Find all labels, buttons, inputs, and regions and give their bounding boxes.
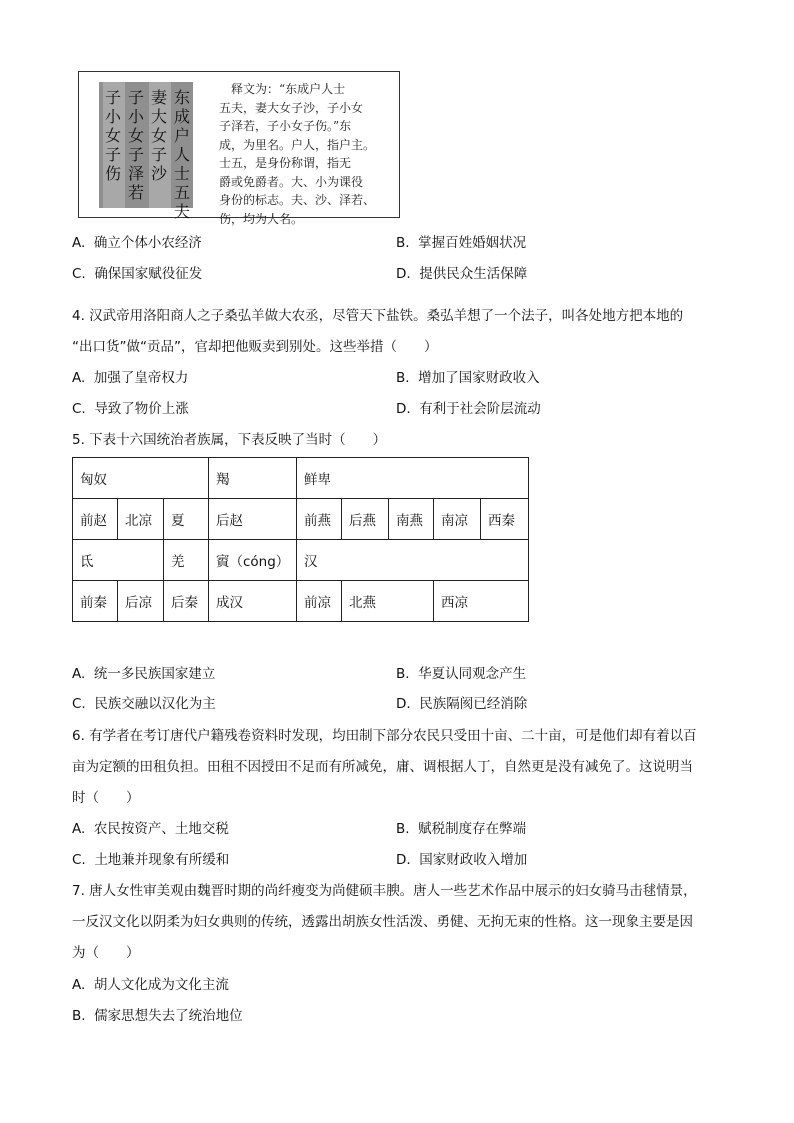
option-letter: D.: [396, 266, 411, 282]
option-text: 儒家思想失去了统治地位: [94, 1008, 243, 1024]
table-cell: 成汉: [209, 581, 297, 622]
table-cell: 羯: [209, 458, 297, 499]
option-letter: A.: [72, 821, 86, 837]
option-letter: A.: [72, 977, 86, 993]
option-text: 土地兼并现象有所缓和: [94, 852, 230, 868]
option-text: 农民按资产、土地交税: [93, 821, 229, 837]
q6-option-b[interactable]: [396, 819, 526, 839]
table-cell: 后秦: [164, 581, 209, 622]
slip-column-1: 东 成 户 人 士 五 夫: [173, 88, 190, 221]
table-cell: 前秦: [73, 581, 118, 622]
option-text: 有利于社会阶层流动: [419, 401, 541, 417]
caption-line: 爵或免爵者。大、小为课役: [219, 174, 364, 189]
q6-option-c[interactable]: [72, 850, 229, 870]
table-cell: 后燕: [342, 499, 389, 540]
caption-line: 成，为里名。户人，指户主。: [219, 137, 376, 152]
option-text: 统一多民族国家建立: [93, 666, 216, 682]
caption-line: 子泽若，子小女子伤。”东: [219, 119, 352, 133]
q5-option-d[interactable]: [396, 694, 527, 714]
caption-line: 伤，均为人名。: [219, 211, 304, 226]
option-letter: C.: [72, 852, 86, 868]
q3-option-b[interactable]: [396, 233, 526, 253]
option-text: 增加了国家财政收入: [418, 370, 540, 386]
household-register-figure: [78, 71, 400, 226]
option-letter: D.: [396, 401, 411, 417]
option-text: 确立个体小农经济: [93, 235, 202, 251]
table-cell: 夏: [164, 499, 209, 540]
option-letter: D.: [396, 852, 411, 868]
option-text: 民族交融以汉化为主: [94, 696, 216, 712]
slip-column-2: 妻 大 女 子 沙: [150, 88, 167, 183]
option-text: 胡人文化成为文化主流: [93, 977, 229, 993]
figure-caption: [219, 80, 387, 228]
table-row: [73, 499, 529, 540]
q6-stem-line-1: 6. 有学者在考订唐代户籍残卷资料时发现，均田制下部分农民只受田十亩、二十亩，可是他们却有着以百: [72, 728, 697, 744]
option-text: 提供民众生活保障: [419, 266, 528, 282]
table-cell: 匈奴: [73, 458, 209, 499]
q3-option-a[interactable]: [72, 233, 202, 253]
option-letter: D.: [396, 696, 411, 712]
ethnic-rulers-table: [72, 457, 529, 622]
option-letter: C.: [72, 401, 86, 417]
caption-line: 士五，是身份称谓，指无: [219, 156, 352, 170]
table-cell: 氐: [73, 540, 164, 581]
slip-column-3: 子 小 女 子 泽 若: [127, 88, 144, 202]
table-row: [73, 540, 529, 581]
table-cell: 鲜卑: [297, 458, 529, 499]
option-letter: A.: [72, 666, 86, 682]
q4-option-a[interactable]: [72, 368, 188, 388]
q7-option-a[interactable]: [72, 975, 229, 995]
q6-stem-line-2: 亩为定额的田租负担。田租不因授田不足而有所减免，庸、调根据人丁，自然更是没有减免了。这说明当: [72, 759, 693, 775]
option-text: 加强了皇帝权力: [93, 370, 189, 386]
option-text: 掌握百姓婚姻状况: [418, 235, 527, 251]
bamboo-slip-image: [99, 82, 193, 221]
q5-option-c[interactable]: [72, 694, 216, 714]
table-cell: 羌: [164, 540, 209, 581]
q7-stem-line-1: 7. 唐人女性审美观由魏晋时期的尚纤瘦变为尚健硕丰腴。唐人一些艺术作品中展示的妇女骑马击毬情景，: [72, 883, 697, 899]
option-text: 民族隔阂已经消除: [419, 696, 528, 712]
table-cell: 賨（cóng）: [209, 540, 297, 581]
table-row: [73, 458, 529, 499]
caption-line: 身份的标志。夫、沙、泽若、: [219, 193, 376, 207]
table-cell: 后赵: [209, 499, 297, 540]
q5-stem: 5. 下表十六国统治者族属，下表反映了当时（ ）: [72, 432, 387, 448]
table-cell: 西秦: [481, 499, 529, 540]
table-cell: 南凉: [434, 499, 481, 540]
option-text: 华夏认同观念产生: [418, 666, 527, 682]
option-letter: B.: [72, 1008, 86, 1024]
option-letter: A.: [72, 235, 86, 251]
q4-stem-line-2: “出口货”做“贡品”，官却把他贩卖到别处。这些举措（ ）: [72, 339, 438, 355]
option-letter: C.: [72, 266, 86, 282]
table-cell: 北凉: [118, 499, 164, 540]
table-cell: 汉: [297, 540, 529, 581]
q4-option-c[interactable]: [72, 399, 189, 419]
option-letter: B.: [396, 235, 410, 251]
q7-stem-line-3: 为（ ）: [72, 945, 140, 961]
q5-option-b[interactable]: [396, 664, 526, 684]
table-cell: 前燕: [297, 499, 342, 540]
table-cell: 前凉: [297, 581, 342, 622]
q6-stem-line-3: 时（ ）: [72, 790, 140, 806]
table-cell: 前赵: [73, 499, 118, 540]
table-cell: 北燕: [342, 581, 434, 622]
q6-option-a[interactable]: [72, 819, 229, 839]
option-letter: B.: [396, 370, 410, 386]
q3-option-d[interactable]: [396, 264, 527, 284]
table-cell: 南燕: [389, 499, 434, 540]
caption-line: 五夫，妻大女子沙，子小女: [219, 100, 364, 115]
table-row: [73, 581, 529, 622]
q4-option-d[interactable]: [396, 399, 541, 419]
q3-option-c[interactable]: [72, 264, 202, 284]
option-letter: A.: [72, 370, 86, 386]
q4-option-b[interactable]: [396, 368, 540, 388]
slip-column-4: 子 小 女 子 伤: [104, 88, 121, 183]
q5-option-a[interactable]: [72, 664, 215, 684]
table-cell: 后凉: [118, 581, 164, 622]
option-text: 导致了物价上涨: [94, 401, 189, 417]
q4-stem-line-1: 4. 汉武帝用洛阳商人之子桑弘羊做大农丞，尽管天下盐铁。桑弘羊想了一个法子，叫各处地方把本地的: [72, 308, 684, 324]
caption-line: 释文为：“东成户人士: [231, 82, 346, 96]
option-letter: B.: [396, 821, 410, 837]
table-cell: 西凉: [434, 581, 529, 622]
option-text: 国家财政收入增加: [419, 852, 528, 868]
option-text: 确保国家赋役征发: [94, 266, 203, 282]
option-letter: B.: [396, 666, 410, 682]
q7-stem-line-2: 一反汉文化以阴柔为妇女典则的传统，透露出胡族女性活泼、勇健、无拘无束的性格。这一现象主要是因: [72, 914, 693, 930]
q6-option-d[interactable]: [396, 850, 527, 870]
option-letter: C.: [72, 696, 86, 712]
q7-option-b[interactable]: [72, 1006, 243, 1026]
option-text: 赋税制度存在弊端: [418, 821, 527, 837]
